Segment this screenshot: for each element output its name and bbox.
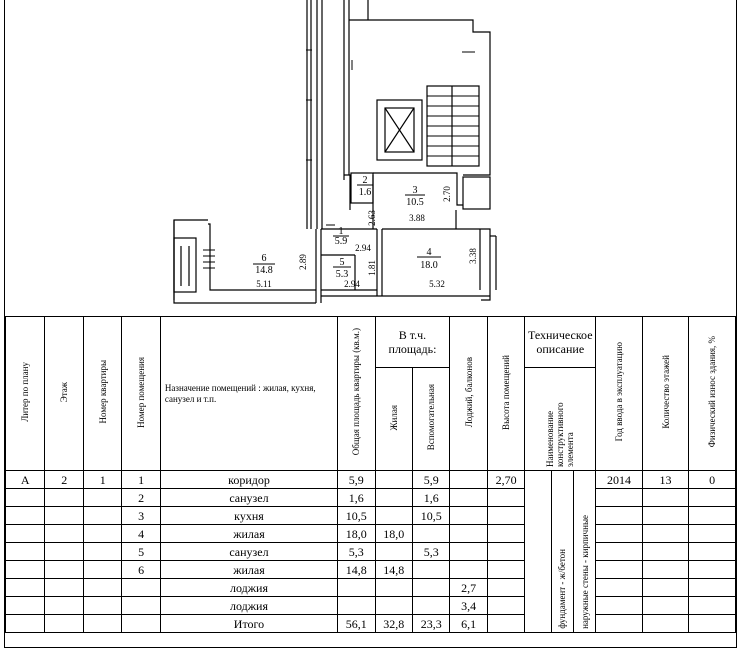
room-5-area: 5.3 [335, 269, 349, 280]
room-1-number: 1 [338, 226, 344, 237]
cell-total [338, 597, 375, 615]
cell-year: 2014 [596, 471, 643, 489]
cell-apartment: 1 [83, 471, 121, 489]
room-6-number: 6 [261, 253, 267, 264]
cell-loggia: 3,4 [450, 597, 487, 615]
dim-room6-5-11: 5.11 [256, 279, 272, 289]
header-apartment: Номер квартиры [83, 317, 121, 471]
floor-plan-drawing [5, 0, 736, 316]
cell-floors: 13 [642, 471, 689, 489]
cell-room: 2 [122, 489, 160, 507]
cell-purpose: жилая [160, 561, 337, 579]
floor-plan [5, 0, 736, 317]
cell-room: 6 [122, 561, 160, 579]
table-row [6, 543, 736, 561]
room-4-number: 4 [426, 247, 432, 258]
dim-room4-5-32: 5.32 [429, 279, 445, 289]
dim-corridor-2-63: 2.63 [367, 210, 377, 226]
cell-element-2: наружные стены - кирпичные [573, 471, 595, 633]
header-total-area: Общая площадь квартиры (кв.м.) [338, 317, 375, 471]
cell-purpose: коридор [160, 471, 337, 489]
cell-loggia [450, 471, 487, 489]
cell-total: 10,5 [338, 507, 375, 525]
cell-aux [412, 579, 449, 597]
cell-living-sum: 32,8 [375, 615, 412, 633]
room-4-area: 18.0 [420, 260, 438, 271]
header-floor: Этаж [45, 317, 83, 471]
dim-kitchen-length: 3.88 [409, 213, 425, 223]
cell-room [122, 579, 160, 597]
cell-living [375, 597, 412, 615]
cell-element-gap [525, 471, 551, 633]
room-2-number: 2 [362, 175, 368, 186]
header-element-name: Наименование конструктивного элемента [525, 368, 596, 471]
header-living: Жилая [375, 368, 412, 471]
cell-loggia [450, 489, 487, 507]
dim-room6-2-89: 2.89 [298, 254, 308, 270]
cell-loggia [450, 543, 487, 561]
cell-height: 2,70 [487, 471, 524, 489]
cell-aux [412, 561, 449, 579]
cell-total: 5,3 [338, 543, 375, 561]
cell-purpose: жилая [160, 525, 337, 543]
header-purpose: Назначение помещений : жилая, кухня, санузел и т.п. [160, 317, 337, 471]
header-year: Год ввода в эксплуатацию [596, 317, 643, 471]
cell-living [375, 489, 412, 507]
cell-room: 1 [122, 471, 160, 489]
room-6-area: 14.8 [255, 265, 273, 276]
table-row [6, 507, 736, 525]
table-row [6, 525, 736, 543]
cell-litera: А [6, 471, 45, 489]
cell-room: 3 [122, 507, 160, 525]
cell-floor: 2 [45, 471, 83, 489]
cell-living: 18,0 [375, 525, 412, 543]
dim-kitchen-width: 2.70 [442, 186, 452, 202]
cell-living [375, 471, 412, 489]
cell-loggia [450, 525, 487, 543]
room-2-area: 1.6 [358, 187, 372, 198]
table-row [6, 597, 736, 615]
room-1-area: 5.9 [334, 236, 348, 247]
cell-total: 1,6 [338, 489, 375, 507]
room-5-number: 5 [339, 257, 345, 268]
cell-living [375, 543, 412, 561]
header-wear: Физический износ здания, % [689, 317, 736, 471]
dim-bath-1-81: 1.81 [367, 260, 377, 276]
cell-purpose: лоджия [160, 579, 337, 597]
cell-total [338, 579, 375, 597]
cell-room: 4 [122, 525, 160, 543]
cell-element-1: фундамент - ж/бетон [551, 471, 573, 633]
room-3-number: 3 [412, 185, 418, 196]
dim-bath-2-94: 2.94 [344, 279, 360, 289]
header-loggia: Лоджий, балконов [450, 317, 487, 471]
cell-aux: 5,3 [412, 543, 449, 561]
cell-aux: 1,6 [412, 489, 449, 507]
room-3-area: 10.5 [406, 197, 424, 208]
cell-total: 18,0 [338, 525, 375, 543]
cell-total: 5,9 [338, 471, 375, 489]
cell-total: 14,8 [338, 561, 375, 579]
explication-table [5, 316, 736, 633]
cell-aux-sum: 23,3 [412, 615, 449, 633]
header-including: В т.ч. площадь: [375, 317, 450, 368]
header-litera: Литер по плану [6, 317, 45, 471]
cell-purpose: санузел [160, 489, 337, 507]
cell-wear: 0 [689, 471, 736, 489]
dim-room4-3-38: 3.38 [468, 248, 478, 264]
cell-living [375, 579, 412, 597]
table-row-total [6, 615, 736, 633]
cell-aux [412, 525, 449, 543]
cell-aux [412, 597, 449, 615]
header-auxiliary: Вспомогательная [412, 368, 449, 471]
cell-living: 14,8 [375, 561, 412, 579]
cell-aux: 5,9 [412, 471, 449, 489]
cell-room: 5 [122, 543, 160, 561]
cell-room [122, 597, 160, 615]
cell-purpose-total: Итого [160, 615, 337, 633]
cell-living [375, 507, 412, 525]
header-room-number: Номер помещения [122, 317, 160, 471]
cell-aux: 10,5 [412, 507, 449, 525]
header-tech-description: Техническое описание [525, 317, 596, 368]
cell-loggia: 2,7 [450, 579, 487, 597]
cell-loggia-sum: 6,1 [450, 615, 487, 633]
table-row [6, 579, 736, 597]
table-row [6, 489, 736, 507]
table-row [6, 471, 736, 489]
cell-purpose: лоджия [160, 597, 337, 615]
cell-loggia [450, 561, 487, 579]
dim-corridor-2-94: 2.94 [355, 243, 371, 253]
table-row [6, 561, 736, 579]
cell-total-sum: 56,1 [338, 615, 375, 633]
cell-purpose: санузел [160, 543, 337, 561]
document-sheet [4, 0, 737, 648]
cell-purpose: кухня [160, 507, 337, 525]
cell-loggia [450, 507, 487, 525]
header-height: Высота помещений [487, 317, 524, 471]
header-floors: Количество этажей [642, 317, 689, 471]
